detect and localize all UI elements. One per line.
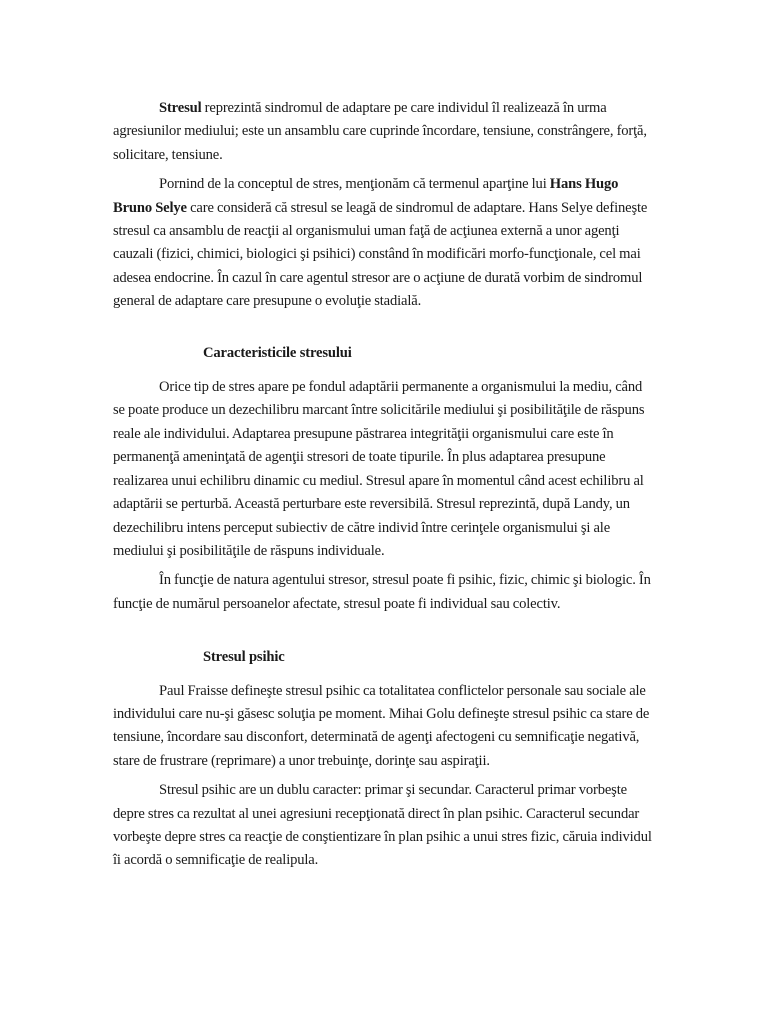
paragraph-stress-types: În funcţie de natura agentului stresor, stresul poate fi psihic, fizic, chimic şi biologic. În funcţie de numărul persoanelor afectate, stresul poate fi individual sau colectiv. [113, 572, 651, 612]
paragraph-text: care consideră că stresul se leagă de sindromul de adaptare. Hans Selye defineşte stresul ca ansamblu de reacţii al organismului uman faţă de acţiunea externă a unor agenţi cauzali (fizici, chimici, biologici şi psihici) constând în modificări morfo-funcţionale, cel mai adesea endocrine. În cazul în care agentul stresor are o acţiune de durată vorbim de sindromul general de adaptare care presupune o evoluţie stadială. [113, 199, 648, 310]
paragraph-text: reprezintă sindromul de adaptare pe care individul îl realizează în urma agresiunilor mediului; este un ansamblu care cuprinde încordare, tensiune, constrângere, forţă, solicitare, tensiune. [113, 100, 647, 163]
term-stresul: Stresul [159, 100, 202, 116]
paragraph-fraisse-golu: Paul Fraisse defineşte stresul psihic ca totalitatea conflictelor personale sau sociale ale individului care nu-şi găsesc soluţia pe moment. Mihai Golu defineşte stresul psihic ca stare de tensiune, încordare sau disconfort, determinată de agenţi afectogeni cu semnificaţie negativă, stare de frustrare (reprimare) a unor trebuinţe, dorinţe sau aspiraţii. [113, 682, 650, 769]
heading-characteristics: Caracteristicile stresului [203, 344, 352, 361]
paragraph-text: Pornind de la conceptul de stres, menţionăm că termenul aparţine lui [159, 176, 550, 193]
paragraph-dual-character: Stresul psihic are un dublu caracter: primar şi secundar. Caracterul primar vorbeşte depre stres ca rezultat al unei agresiuni recepţionată direct în plan psihic. Caracterul secundar vorbeşte depre stres ca reacţie de conştientizare în plan psihic a unui stres fizic, căruia individul îi acordă o semnificaţie de realipula. [113, 782, 652, 869]
name-hans-hugo-bruno-selye: Hans Hugo Bruno Selye [113, 176, 619, 216]
paragraph-adaptation: Orice tip de stres apare pe fondul adaptării permanente a organismului la mediu, când se poate produce un dezechilibru marcant între solicitările mediului şi posibilităţile de răspuns reale ale individului. Adaptarea presupune păstrarea integrităţii organismului care este în permanenţă ameninţată de agenţii stresori de toate tipurile. În plus adaptarea presupune realizarea unui echilibru dinamic cu mediul. Stresul apare în momentul când acest echilibru al adaptării se perturbă. Această perturbare este reversibilă. Stresul reprezintă, după Landy, un dezechilibru intens perceput subiectiv de către individ între cerinţele organismului şi ale mediului şi posibilităţile de răspuns individuale. [113, 379, 645, 559]
paragraph-selye [113, 173, 653, 313]
heading-psychic-stress: Stresul psihic [203, 649, 285, 666]
document-page [113, 97, 653, 879]
paragraph-stress-definition [113, 97, 653, 167]
